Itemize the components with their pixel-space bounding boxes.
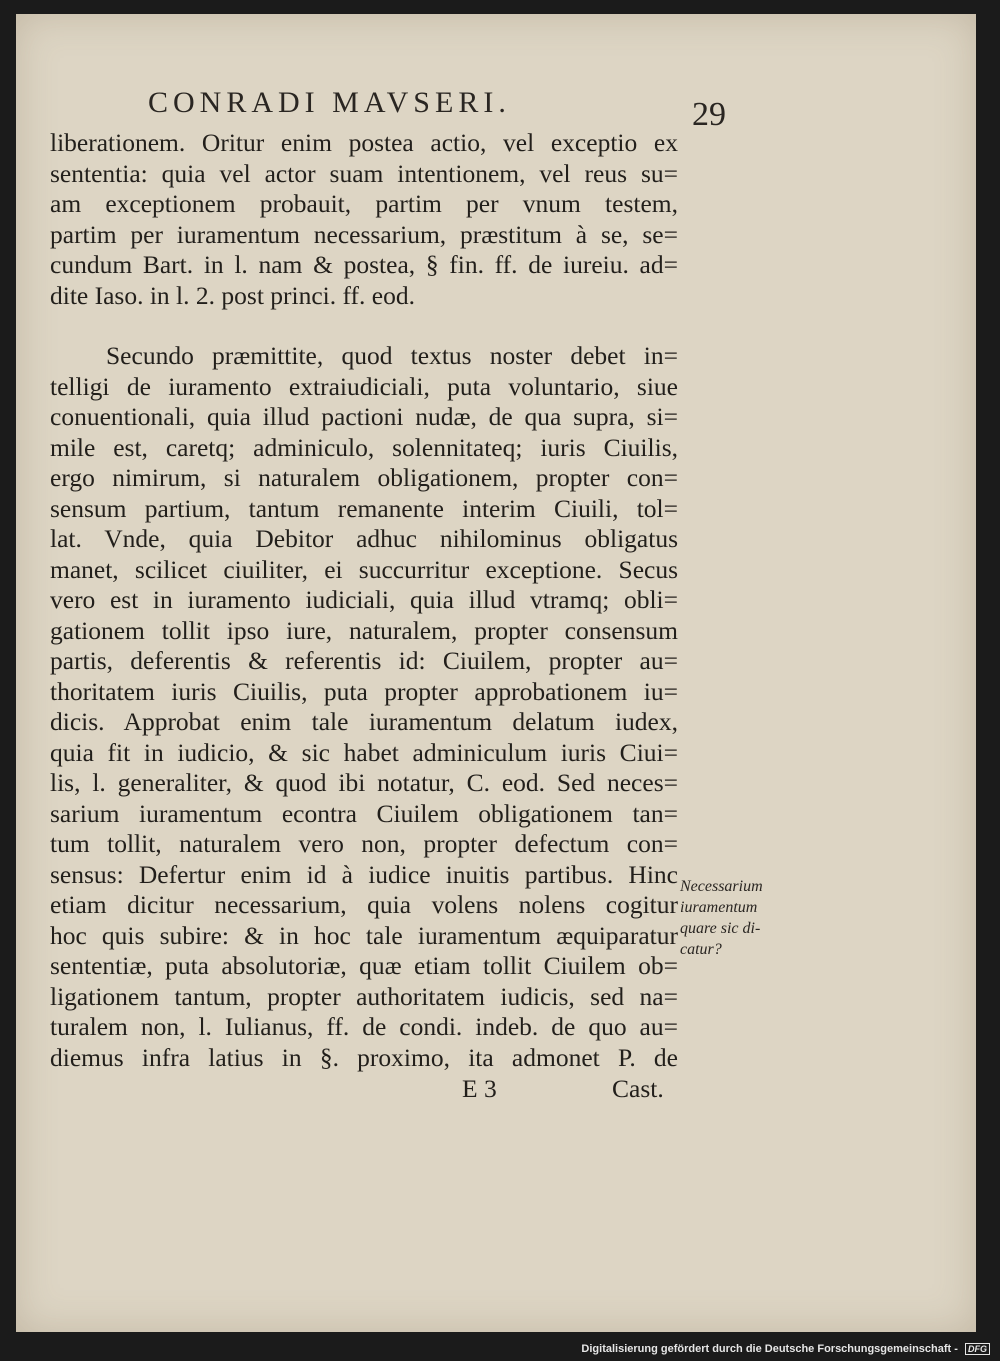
text-line: dite Iaso. in l. 2. post princi. ff. eod.: [50, 280, 415, 310]
marginal-line: catur?: [680, 941, 722, 958]
marginal-line: Necessarium: [680, 878, 763, 895]
dfg-logo-icon: DFG: [965, 1343, 990, 1355]
text-line: ligationem tantum, propter authoritatem iudicis, sed na=: [50, 981, 678, 1011]
text-line: sensum partium, tantum remanente interim Ciuili, tol=: [50, 493, 678, 523]
catchword: Cast.: [612, 1074, 664, 1103]
text-line: manet, scilicet ciuiliter, ei succurritur exceptione. Secus: [50, 554, 678, 584]
text-line: lis, l. generaliter, & quod ibi notatur, C. eod. Sed neces=: [50, 768, 678, 797]
text-line: tum tollit, naturalem vero non, propter defectum con=: [50, 829, 678, 858]
text-line: cundum Bart. in l. nam & postea, § fin. ff. de iureiu. ad=: [50, 250, 678, 279]
paragraph-gap: [50, 311, 678, 341]
signature-mark: E 3: [462, 1074, 497, 1103]
text-line: hoc quis subire: & in hoc tale iuramentum æquiparatur: [50, 920, 678, 950]
text-line: partis, deferentis & referentis id: Ciuilem, propter au=: [50, 646, 678, 675]
text-line: vero est in iuramento iudiciali, quia illud vtramq; obli=: [50, 585, 678, 614]
text-line: mile est, caretq; adminiculo, solennitateq; iuris Ciuilis,: [50, 432, 678, 462]
text-line: diemus infra latius in §. proximo, ita admonet P. de: [50, 1042, 678, 1072]
text-line: conuentionali, quia illud pactioni nudæ, de qua supra, si=: [50, 402, 678, 431]
text-line: sententiæ, puta absolutoriæ, quæ etiam tollit Ciuilem ob=: [50, 951, 678, 980]
text-line: turalem non, l. Iulianus, ff. de condi. indeb. de quo au=: [50, 1012, 678, 1041]
page-number: 29: [692, 96, 726, 133]
main-text: [50, 128, 678, 1073]
text-line: gationem tollit ipso iure, naturalem, propter consensum: [50, 615, 678, 645]
text-line: lat. Vnde, quia Debitor adhuc nihilominus obligatus: [50, 524, 678, 553]
marginal-line: quare sic di-: [680, 920, 761, 937]
book-page: [16, 14, 976, 1332]
text-line: etiam dicitur necessarium, quia volens nolens cogitur: [50, 890, 678, 919]
digitization-credit: [581, 1343, 990, 1355]
text-line: telligi de iuramento extraiudiciali, puta voluntario, siue: [50, 371, 678, 401]
marginal-line: iuramentum: [680, 899, 758, 916]
text-line: thoritatem iuris Ciuilis, puta propter approbationem iu=: [50, 676, 678, 706]
text-line: Secundo præmittite, quod textus noster debet in=: [106, 341, 678, 370]
running-title: CONRADI MAVSERI.: [148, 86, 511, 119]
text-line: partim per iuramentum necessarium, præstitum à se, se=: [50, 219, 678, 249]
text-line: sententia: quia vel actor suam intentionem, vel reus su=: [50, 158, 678, 188]
credit-text: Digitalisierung gefördert durch die Deutsche Forschungsgemeinschaft -: [581, 1343, 958, 1355]
text-line: ergo nimirum, si naturalem obligationem, propter con=: [50, 463, 678, 492]
text-line: quia fit in iudicio, & sic habet adminiculum iuris Ciui=: [50, 737, 678, 767]
marginal-note: [680, 876, 763, 960]
text-line: dicis. Approbat enim tale iuramentum delatum iudex,: [50, 707, 678, 736]
text-line: am exceptionem probauit, partim per vnum testem,: [50, 189, 678, 218]
text-line: liberationem. Oritur enim postea actio, vel exceptio ex: [50, 128, 678, 157]
text-line: sarium iuramentum econtra Ciuilem obligationem tan=: [50, 798, 678, 828]
text-line: sensus: Defertur enim id à iudice inuitis partibus. Hinc: [50, 859, 678, 889]
